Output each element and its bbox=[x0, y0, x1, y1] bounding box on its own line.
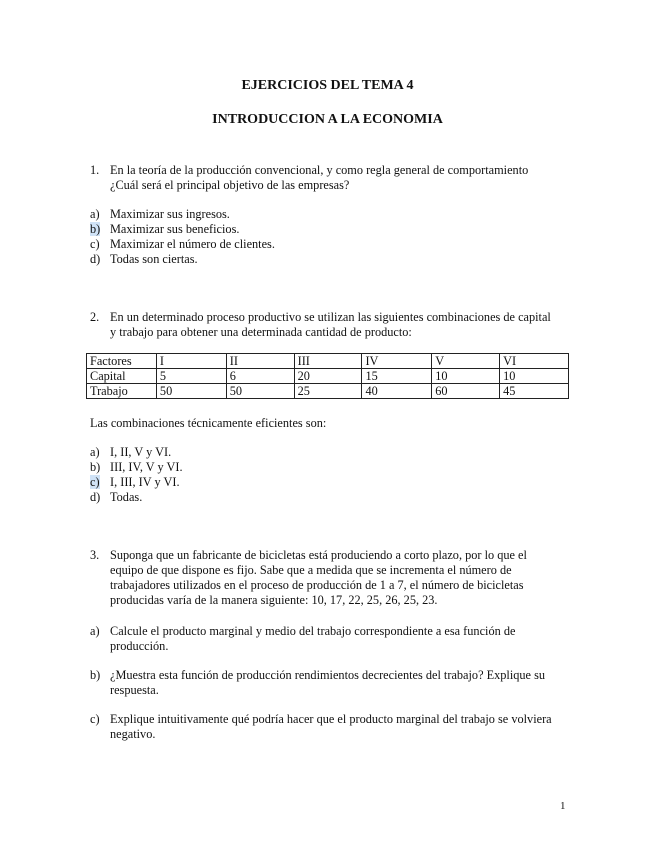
question-2-lead: Las combinaciones técnicamente eficientes son: bbox=[90, 416, 327, 430]
document-title: EJERCICIOS DEL TEMA 4 bbox=[241, 78, 414, 93]
table-cell: 50 bbox=[226, 384, 294, 399]
option-text: Maximizar el número de clientes. bbox=[110, 237, 275, 251]
option-text: I, II, V y VI. bbox=[110, 445, 172, 459]
table-header-cell: Factores bbox=[87, 354, 157, 369]
question-3-number: 3. bbox=[90, 548, 100, 562]
option-text: III, IV, V y VI. bbox=[110, 460, 183, 474]
option-text: Maximizar sus beneficios. bbox=[110, 222, 240, 236]
factors-table bbox=[86, 353, 569, 399]
document-subtitle: INTRODUCCION A LA ECONOMIA bbox=[212, 112, 443, 127]
table-header-cell: VI bbox=[500, 354, 569, 369]
table-header-cell: IV bbox=[362, 354, 432, 369]
option-letter-highlight: b) bbox=[90, 222, 101, 236]
option-letter bbox=[90, 222, 110, 237]
table-cell: 40 bbox=[362, 384, 432, 399]
question-1-number: 1. bbox=[90, 163, 100, 177]
option-letter: a) bbox=[90, 207, 100, 221]
page-number: 1 bbox=[560, 800, 566, 812]
question-3-part-a-text: Calcule el producto marginal y medio del trabajo correspondiente a esa función de producción. bbox=[110, 624, 516, 653]
table-header-cell: V bbox=[432, 354, 500, 369]
table-cell: Capital bbox=[87, 369, 157, 384]
table-header-row bbox=[87, 354, 569, 369]
question-1-option-c bbox=[90, 237, 275, 252]
table-cell: 25 bbox=[294, 384, 362, 399]
table-cell: 10 bbox=[500, 369, 569, 384]
table-row bbox=[87, 369, 569, 384]
option-letter: c) bbox=[90, 237, 100, 251]
option-text: Maximizar sus ingresos. bbox=[110, 207, 230, 221]
question-1-text: En la teoría de la producción convencional, y como regla general de comportamiento ¿Cuál será el principal objetivo de las empresas? bbox=[110, 163, 529, 192]
table-cell: 6 bbox=[226, 369, 294, 384]
table-cell: 10 bbox=[432, 369, 500, 384]
table-cell: 50 bbox=[156, 384, 226, 399]
table-cell: 15 bbox=[362, 369, 432, 384]
option-text: Todas son ciertas. bbox=[110, 252, 198, 266]
question-3-part-b-text: ¿Muestra esta función de producción rendimientos decrecientes del trabajo? Explique su respuesta. bbox=[110, 668, 546, 697]
option-letter: d) bbox=[90, 252, 101, 266]
table-cell: 5 bbox=[156, 369, 226, 384]
question-1-option-d bbox=[90, 252, 198, 267]
question-3-text: Suponga que un fabricante de bicicletas está produciendo a corto plazo, por lo que el equipo de que dispone es fijo. Sabe que a medida que se incrementa el número de trabajadores utilizados en el proceso de producción de 1 a 7, el número de bicicletas producidas varía de la manera siguiente: 10, 17, 22, 25, 26, 25, 23. bbox=[110, 548, 527, 607]
option-text: I, III, IV y VI. bbox=[110, 475, 180, 489]
table-cell: 45 bbox=[500, 384, 569, 399]
question-3-part-a-letter: a) bbox=[90, 624, 100, 638]
option-letter: d) bbox=[90, 490, 101, 504]
question-1-option-a bbox=[90, 207, 230, 222]
table-header-cell: II bbox=[226, 354, 294, 369]
question-2-option-c bbox=[90, 475, 180, 490]
table-row bbox=[87, 384, 569, 399]
table-cell: Trabajo bbox=[87, 384, 157, 399]
option-letter bbox=[90, 475, 110, 490]
question-1-option-b bbox=[90, 222, 239, 237]
question-2-option-b bbox=[90, 460, 183, 475]
question-2-option-a bbox=[90, 445, 171, 460]
question-3-part-b-letter: b) bbox=[90, 668, 101, 682]
option-text: Todas. bbox=[110, 490, 143, 504]
table-header-cell: I bbox=[156, 354, 226, 369]
question-2-number: 2. bbox=[90, 310, 100, 324]
question-3-part-c-letter: c) bbox=[90, 712, 100, 726]
option-letter: b) bbox=[90, 460, 101, 474]
table-cell: 60 bbox=[432, 384, 500, 399]
table-cell: 20 bbox=[294, 369, 362, 384]
question-3-part-c-text: Explique intuitivamente qué podría hacer que el producto marginal del trabajo se volviera negativo. bbox=[110, 712, 552, 741]
option-letter-highlight: c) bbox=[90, 475, 100, 489]
option-letter: a) bbox=[90, 445, 100, 459]
question-2-text: En un determinado proceso productivo se utilizan las siguientes combinaciones de capital y trabajo para obtener una determinada cantidad de producto: bbox=[110, 310, 551, 339]
table-header-cell: III bbox=[294, 354, 362, 369]
question-2-option-d bbox=[90, 490, 142, 505]
